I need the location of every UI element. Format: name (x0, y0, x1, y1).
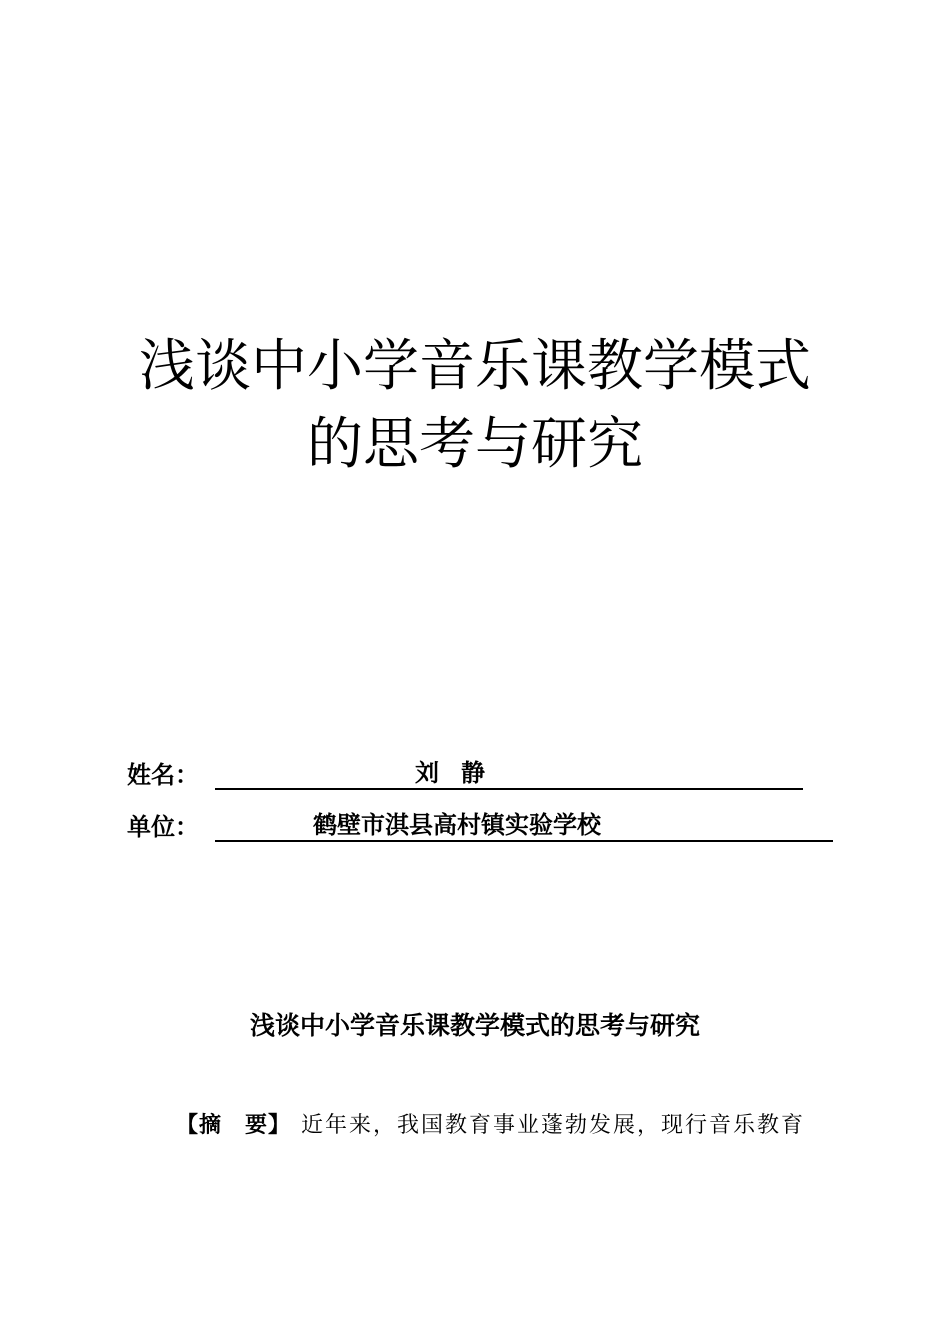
abstract-label: 【摘 要】 (176, 1113, 292, 1138)
unit-value: 鹤壁市淇县高村镇实验学校 (313, 811, 601, 839)
name-value: 刘静 (415, 759, 507, 787)
unit-row (127, 804, 837, 844)
abstract-text: 近年来，我国教育事业蓬勃发展，现行音乐教育 (301, 1113, 806, 1138)
cover-title (0, 328, 950, 484)
cover-title-line-2: 的思考与研究 (307, 412, 643, 477)
name-row (127, 752, 807, 792)
name-underline (215, 752, 803, 790)
article-title: 浅谈中小学音乐课教学模式的思考与研究 (249, 1011, 700, 1040)
unit-label: 单位： (127, 813, 199, 841)
abstract-paragraph (176, 1106, 836, 1146)
name-label: 姓名： (127, 761, 199, 789)
cover-title-line-1: 浅谈中小学音乐课教学模式 (139, 334, 811, 399)
